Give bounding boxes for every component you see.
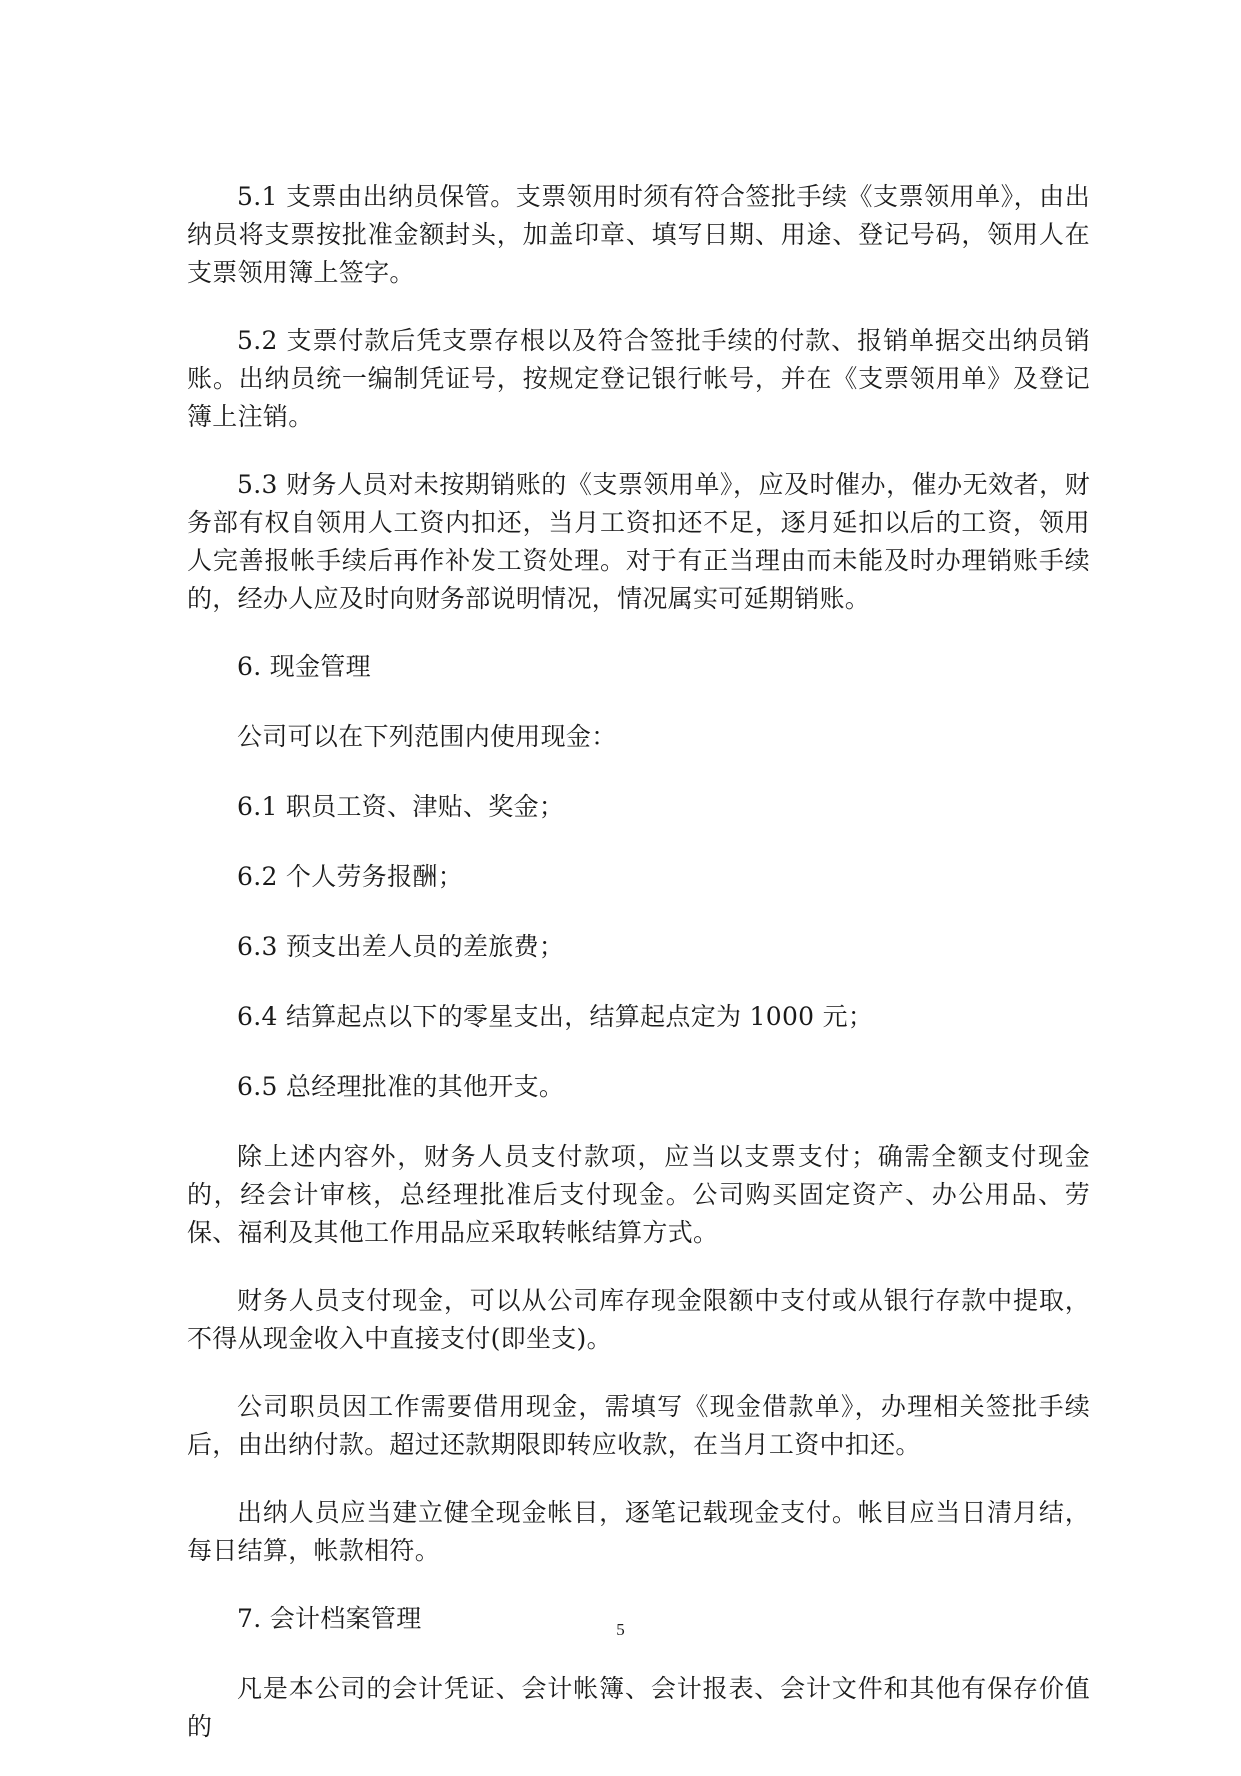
list-item-6-2: 6.2 个人劳务报酬； bbox=[237, 862, 464, 891]
paragraph-5-3: 5.3 财务人员对未按期销账的《支票领用单》，应及时催办，催办无效者，财务部有权自领用人工资内扣还，当月工资扣还不足，逐月延扣以后的工资，领用人完善报帐手续后再作补发工资处理。对于有正当理由而未能及时办理销账手续的，经办人应及时向财务部说明情况，情况属实可延期销账。 bbox=[187, 470, 1090, 613]
section-heading-6: 6. 现金管理 bbox=[237, 652, 371, 681]
list-item-6-4: 6.4 结算起点以下的零星支出，结算起点定为 1000 元； bbox=[237, 1002, 874, 1031]
paragraph-5-1: 5.1 支票由出纳员保管。支票领用时须有符合签批手续《支票领用单》，由出纳员将支票按批准金额封头，加盖印章、填写日期、用途、登记号码，领用人在支票领用簿上签字。 bbox=[187, 182, 1090, 287]
list-item-6-1: 6.1 职员工资、津贴、奖金； bbox=[237, 792, 565, 821]
section-heading-7: 7. 会计档案管理 bbox=[237, 1604, 422, 1633]
document-body bbox=[187, 178, 1090, 1776]
paragraph-5-2: 5.2 支票付款后凭支票存根以及符合签批手续的付款、报销单据交出纳员销账。出纳员统一编制凭证号，按规定登记银行帐号，并在《支票领用单》及登记簿上注销。 bbox=[187, 326, 1090, 431]
list-item-6-3: 6.3 预支出差人员的差旅费； bbox=[237, 932, 565, 961]
paragraph-cash-loan: 公司职员因工作需要借用现金，需填写《现金借款单》，办理相关签批手续后，由出纳付款。超过还款期限即转应收款，在当月工资中扣还。 bbox=[187, 1392, 1090, 1459]
paragraph-cheque-payment: 除上述内容外，财务人员支付款项，应当以支票支付；确需全额支付现金的，经会计审核，总经理批准后支付现金。公司购买固定资产、办公用品、劳保、福利及其他工作用品应采取转帐结算方式。 bbox=[187, 1142, 1090, 1247]
paragraph-cash-source: 财务人员支付现金，可以从公司库存现金限额中支付或从银行存款中提取，不得从现金收入中直接支付(即坐支)。 bbox=[187, 1286, 1090, 1353]
paragraph-archive: 凡是本公司的会计凭证、会计帐簿、会计报表、会计文件和其他有保存价值的 bbox=[187, 1674, 1090, 1741]
paragraph-cash-scope: 公司可以在下列范围内使用现金： bbox=[237, 722, 617, 751]
list-item-6-5: 6.5 总经理批准的其他开支。 bbox=[237, 1072, 565, 1101]
paragraph-cash-ledger: 出纳人员应当建立健全现金帐目，逐笔记载现金支付。帐目应当日清月结，每日结算，帐款相符。 bbox=[187, 1498, 1090, 1565]
page-number: 5 bbox=[616, 1620, 625, 1639]
